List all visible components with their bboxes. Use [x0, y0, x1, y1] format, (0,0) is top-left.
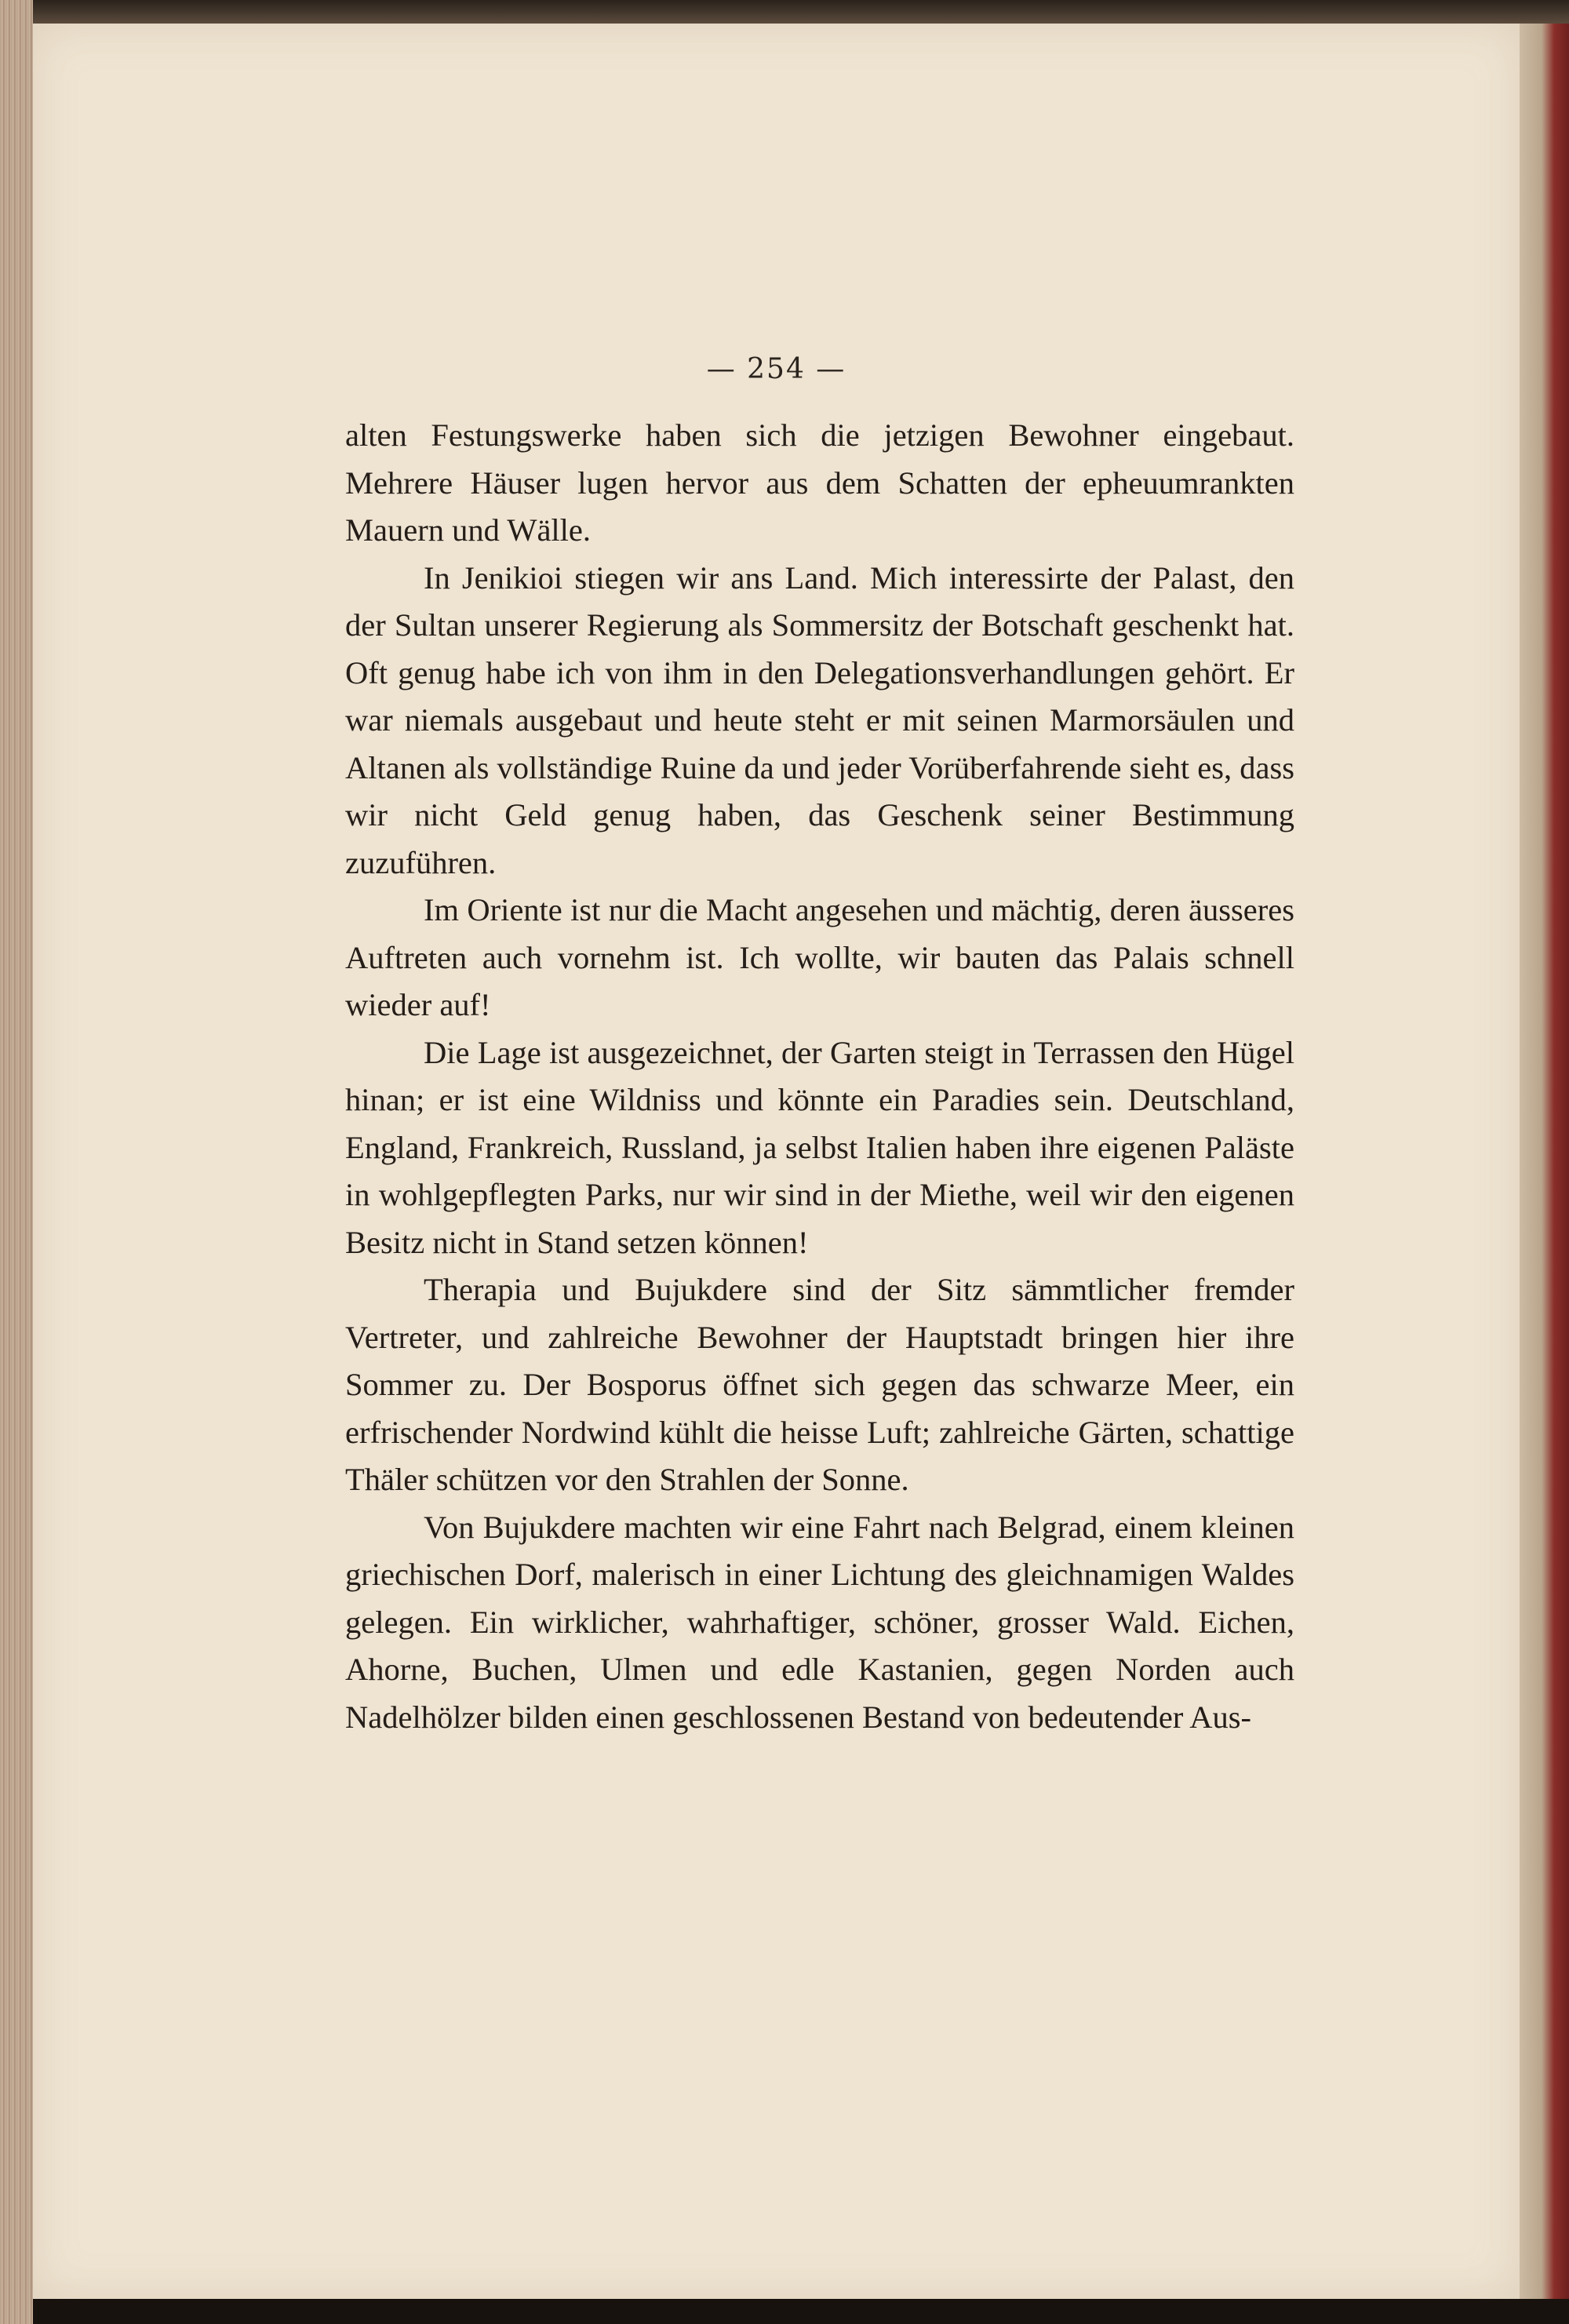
- paragraph-3: Im Oriente ist nur die Macht angesehen und mächtig, deren äusseres Auftreten auch vornehm ist. Ich wollte, wir bauten das Palais schnell wieder auf!: [345, 892, 1294, 1022]
- page-number: — 254 —: [706, 353, 846, 385]
- book-page-edges: [0, 0, 33, 2324]
- book-cover-edge: [1520, 24, 1569, 2299]
- paragraph-1: alten Festungswerke haben sich die jetzigen Bewohner eingebaut. Mehrere Häuser lugen hervor aus dem Schatten der epheuumrankten Mauern und Wälle.: [345, 417, 1294, 548]
- scan-bottom-border: [33, 2299, 1569, 2324]
- scan-top-border: [33, 0, 1569, 24]
- body-text: [345, 412, 1294, 1741]
- paragraph-4: Die Lage ist ausgezeichnet, der Garten steigt in Terrassen den Hügel hinan; er ist eine Wildniss und könnte ein Paradies sein. Deutschland, England, Frankreich, Russland, ja selbst Italien haben ihre eigenen Paläste in wohlgepflegten Parks, nur wir sind in der Miethe, weil wir den eigenen Besitz nicht in Stand setzen können!: [345, 1034, 1294, 1260]
- page-paper: [33, 24, 1520, 2299]
- paragraph-2: In Jenikioi stiegen wir ans Land. Mich interessirte der Palast, den der Sultan unserer Regierung als Sommersitz der Botschaft geschenkt hat. Oft genug habe ich von ihm in den Delegationsverhandlungen gehört. Er war niemals ausgebaut und heute steht er mit seinen Marmorsäulen und Altanen als vollständige Ruine da und jeder Vorüberfahrende sieht es, dass wir nicht Geld genug haben, das Geschenk seiner Bestimmung zuzuführen.: [345, 559, 1294, 880]
- paragraph-5: Therapia und Bujukdere sind der Sitz sämmtlicher fremder Vertreter, und zahlreiche Bewohner der Hauptstadt bringen hier ihre Sommer zu. Der Bosporus öffnet sich gegen das schwarze Meer, ein erfrischender Nordwind kühlt die heisse Luft; zahlreiche Gärten, schattige Thäler schützen vor den Strahlen der Sonne.: [345, 1272, 1294, 1497]
- paragraph-6: Von Bujukdere machten wir eine Fahrt nach Belgrad, einem kleinen griechischen Dorf, malerisch in einer Lichtung des gleichnamigen Waldes gelegen. Ein wirklicher, wahrhaftiger, schöner, grosser Wald. Eichen, Ahorne, Buchen, Ulmen und edle Kastanien, gegen Norden auch Nadelhölzer bilden einen geschlossenen Bestand von bedeutender Aus-: [345, 1509, 1294, 1735]
